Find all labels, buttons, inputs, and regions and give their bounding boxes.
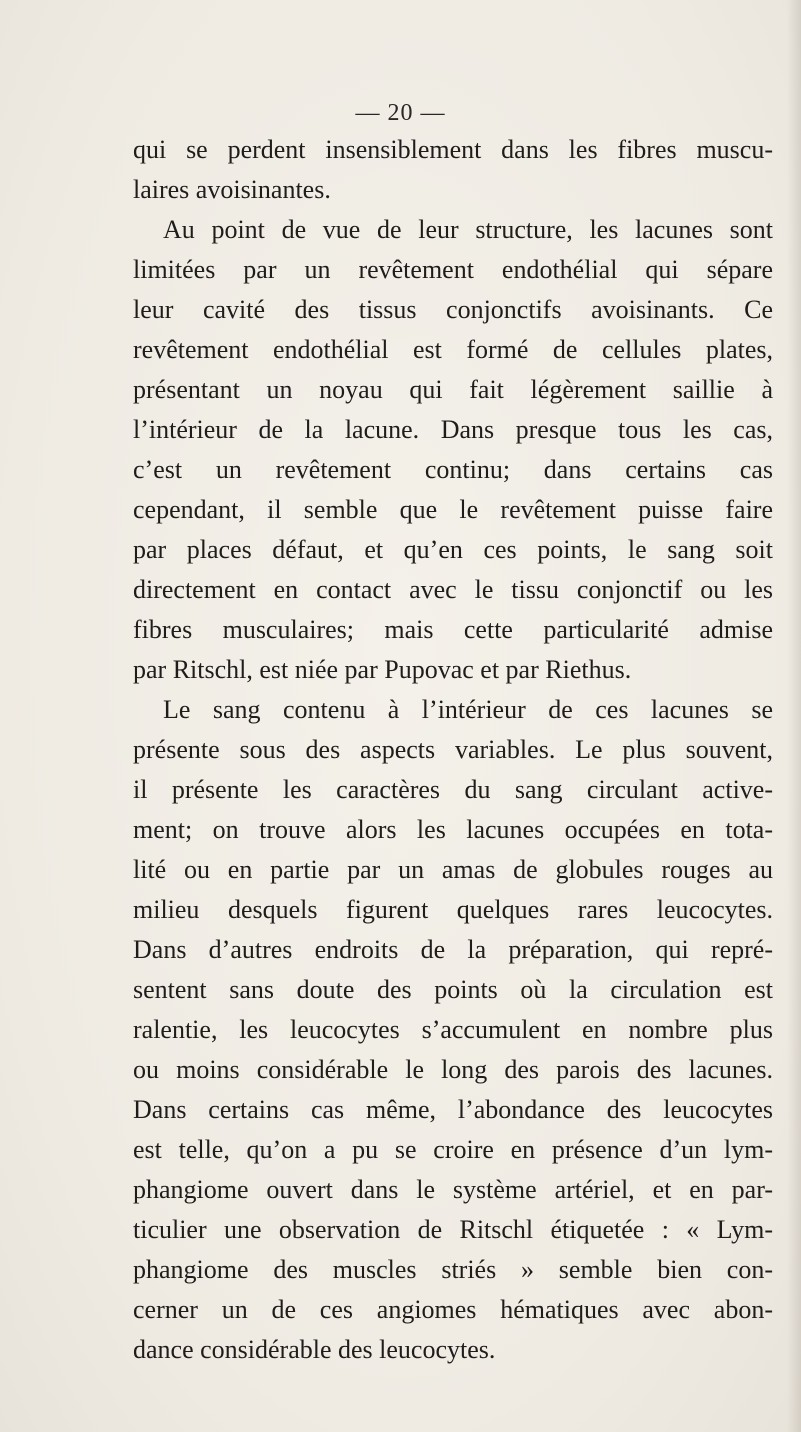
text-line: directement en contact avec le tissu conjonctif ou les — [133, 575, 773, 604]
text-line: présentant un noyau qui fait légèrement saillie à — [133, 375, 773, 404]
text-line: laires avoisinantes. — [133, 175, 331, 204]
text-line: sentent sans doute des points où la circulation est — [133, 975, 773, 1004]
text-line: Au point de vue de leur structure, les lacunes sont — [163, 215, 773, 244]
text-line: lité ou en partie par un amas de globules rouges au — [133, 855, 773, 884]
text-line: Dans d’autres endroits de la préparation, qui repré- — [133, 935, 773, 964]
text-line: dance considérable des leucocytes. — [133, 1335, 496, 1364]
text-line: c’est un revêtement continu; dans certains cas — [133, 455, 773, 484]
page-number: — 20 — — [355, 100, 446, 126]
text-line: cependant, il semble que le revêtement puisse faire — [133, 495, 773, 524]
text-line: Le sang contenu à l’intérieur de ces lacunes se — [163, 695, 773, 724]
text-line: cerner un de ces angiomes hématiques avec abon- — [133, 1295, 773, 1324]
text-line: par places défaut, et qu’en ces points, le sang soit — [133, 535, 773, 564]
text-line: l’intérieur de la lacune. Dans presque tous les cas, — [133, 415, 773, 444]
text-line: fibres musculaires; mais cette particularité admise — [133, 615, 773, 644]
text-line: ment; on trouve alors les lacunes occupées en tota- — [133, 815, 773, 844]
text-line: limitées par un revêtement endothélial qui sépare — [133, 255, 773, 284]
body-text — [133, 130, 773, 1370]
text-line: phangiome ouvert dans le système artériel, et en par- — [133, 1175, 773, 1204]
text-line: revêtement endothélial est formé de cellules plates, — [133, 335, 773, 364]
text-line: ou moins considérable le long des parois des lacunes. — [133, 1055, 773, 1084]
text-line: est telle, qu’on a pu se croire en présence d’un lym- — [133, 1135, 773, 1164]
text-line: phangiome des muscles striés » semble bien con- — [133, 1255, 773, 1284]
text-line: ralentie, les leucocytes s’accumulent en nombre plus — [133, 1015, 773, 1044]
text-line: Dans certains cas même, l’abondance des leucocytes — [133, 1095, 773, 1124]
text-line: qui se perdent insensiblement dans les fibres muscu- — [133, 135, 773, 164]
text-line: milieu desquels figurent quelques rares leucocytes. — [133, 895, 773, 924]
page-edge-shadow — [787, 0, 801, 1432]
text-line: ticulier une observation de Ritschl étiquetée : « Lym- — [133, 1215, 773, 1244]
text-line: il présente les caractères du sang circulant active- — [133, 775, 773, 804]
text-line: présente sous des aspects variables. Le plus souvent, — [133, 735, 773, 764]
text-line: leur cavité des tissus conjonctifs avoisinants. Ce — [133, 295, 773, 324]
text-line: par Ritschl, est niée par Pupovac et par Riethus. — [133, 655, 632, 684]
